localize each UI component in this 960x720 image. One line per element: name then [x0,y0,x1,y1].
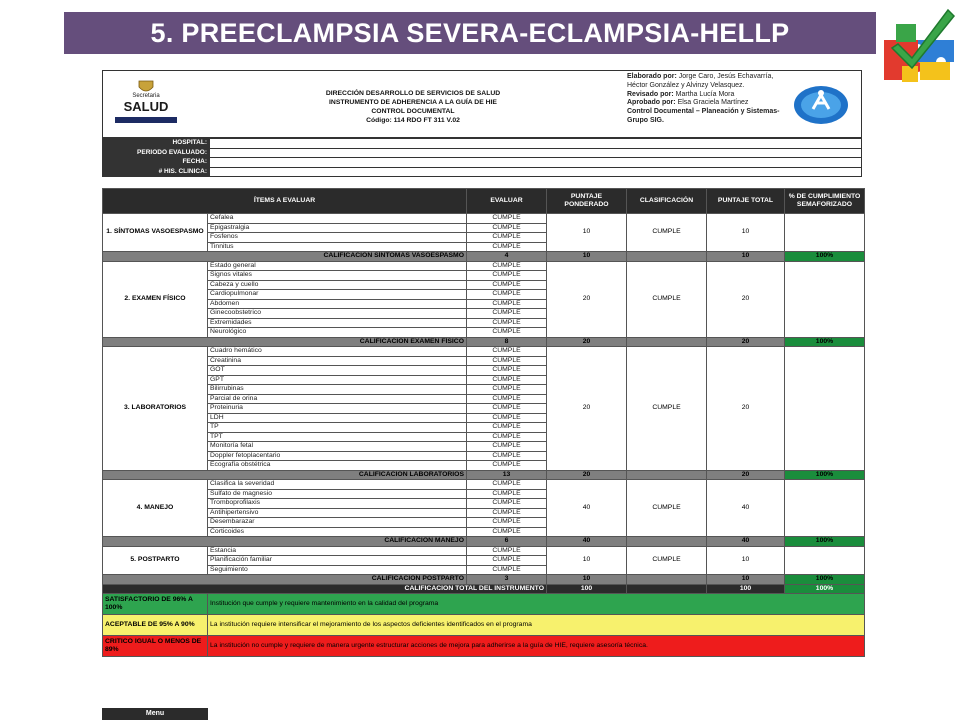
evaluar-select[interactable]: CUMPLE [467,318,547,328]
info-fields-table [102,138,862,177]
evaluar-select[interactable]: CUMPLE [467,242,547,252]
item-label: GPT [208,375,467,385]
cal-label: CALIFICACIÓN LABORATORIOS [103,470,467,480]
elaborado-label: Elaborado por: [627,73,677,80]
evaluar-select[interactable]: CUMPLE [467,489,547,499]
evaluar-select[interactable]: CUMPLE [467,423,547,433]
section-clasificacion: CUMPLE [627,480,707,537]
cal-total: 20 [707,337,785,347]
item-label: Cefalea [208,214,467,224]
cal-evaluar: 3 [467,575,547,585]
cal-label: CALIFICACIÓN MANEJO [103,537,467,547]
item-label: Neurológico [208,328,467,338]
item-label: TP [208,423,467,433]
section-clasificacion: CUMPLE [627,546,707,575]
legend-level: CRITICO IGUAL O MENOS DE 89% [103,636,208,657]
evaluar-select[interactable]: CUMPLE [467,366,547,376]
section-pct-empty [785,214,865,252]
cal-evaluar: 6 [467,537,547,547]
logo-salud-text: SALUD [123,99,169,114]
calificacion-row [103,537,865,547]
cal-total: 40 [707,537,785,547]
cal-label: CALIFICACIÓN POSTPARTO [103,575,467,585]
section-clasificacion: CUMPLE [627,261,707,337]
evaluar-select[interactable]: CUMPLE [467,451,547,461]
total-label: CALIFICACIÓN TOTAL DEL INSTRUMENTO [103,584,547,594]
hospital-logo-icon [791,83,851,127]
legend-desc: Institución que cumple y requiere mantenimiento en la calidad del programa [208,594,865,615]
legend-row-aceptable [103,615,865,636]
section-total: 20 [707,261,785,337]
section-total: 10 [707,546,785,575]
section-clasificacion: CUMPLE [627,347,707,471]
legend-row-critico [103,636,865,657]
item-label: Estancia [208,546,467,556]
calificacion-row [103,337,865,347]
calificacion-row [103,252,865,262]
evaluar-select[interactable]: CUMPLE [467,356,547,366]
cal-ponderado: 10 [547,575,627,585]
cal-pct: 100% [785,252,865,262]
cal-clasificacion [627,252,707,262]
secretaria-salud-logo [107,77,185,131]
aprobado-label: Aprobado por: [627,99,676,107]
table-row [103,347,865,357]
hospital-label: HOSPITAL: [103,139,210,149]
evaluar-select[interactable]: CUMPLE [467,508,547,518]
legend-desc: La institución requiere intensificar el mejoramiento de los aspectos deficientes identificados en el programa [208,615,865,636]
item-label: Ecografía obstétrica [208,461,467,471]
section-clasificacion: CUMPLE [627,214,707,252]
menu-button[interactable]: Menu [102,708,208,720]
periodo-label: PERIODO EVALUADO: [103,148,210,158]
evaluar-select[interactable]: CUMPLE [467,480,547,490]
section-name: 1. SÍNTOMAS VASOESPASMO [103,214,208,252]
header-title-line: CONTROL DOCUMENTAL [371,108,455,115]
item-label: GOT [208,366,467,376]
evaluar-select[interactable]: CUMPLE [467,556,547,566]
cal-clasificacion [627,337,707,347]
calificacion-row [103,470,865,480]
item-label: Bilirrubinas [208,385,467,395]
evaluar-select[interactable]: CUMPLE [467,375,547,385]
evaluar-select[interactable]: CUMPLE [467,546,547,556]
section-pct-empty [785,261,865,337]
fecha-field[interactable] [210,158,862,168]
section-name: 5. POSTPARTO [103,546,208,575]
item-label: Parcial de orina [208,394,467,404]
item-label: Monitoría fetal [208,442,467,452]
evaluar-select[interactable]: CUMPLE [467,394,547,404]
item-label: LDH [208,413,467,423]
header-title-line: DIRECCIÓN DESARROLLO DE SERVICIOS DE SALUD [325,90,501,97]
evaluar-select[interactable]: CUMPLE [467,280,547,290]
cal-evaluar: 13 [467,470,547,480]
evaluar-select[interactable]: CUMPLE [467,385,547,395]
cal-clasificacion [627,470,707,480]
puzzle-checkmark-icon [878,4,960,84]
item-label: Tromboprofilaxis [208,499,467,509]
item-label: Doppler fetoplacentario [208,451,467,461]
section-ponderado: 20 [547,261,627,337]
item-label: Epigastralgia [208,223,467,233]
document-header [102,70,862,138]
col-cumplimiento: % DE CUMPLIMIENTO SEMAFORIZADO [785,189,865,214]
col-clasificacion: CLASIFICACIÓN [627,189,707,214]
col-items: ÍTEMS A EVALUAR [103,189,467,214]
cal-pct: 100% [785,337,865,347]
evaluar-select[interactable]: CUMPLE [467,461,547,471]
item-label: Signos vitales [208,271,467,281]
section-ponderado: 10 [547,546,627,575]
col-ponderado: PUNTAJE PONDERADO [547,189,627,214]
section-name: 4. MANEJO [103,480,208,537]
cal-label: CALIFICACIÓN SÍNTOMAS VASOESPASMO [103,252,467,262]
item-label: Tinnitus [208,242,467,252]
section-name: 3. LABORATORIOS [103,347,208,471]
section-total: 40 [707,480,785,537]
col-evaluar: EVALUAR [467,189,547,214]
cal-evaluar: 4 [467,252,547,262]
cal-pct: 100% [785,575,865,585]
cal-pct: 100% [785,537,865,547]
evaluar-select[interactable]: CUMPLE [467,223,547,233]
header-title-line: Código: 114 RDO FT 311 V.02 [366,117,460,124]
page-title-banner [64,12,876,54]
evaluar-select[interactable]: CUMPLE [467,233,547,243]
item-label: Seguimiento [208,565,467,575]
item-label: Creatinina [208,356,467,366]
legend-row-satisfactorio [103,594,865,615]
table-row [103,214,865,224]
item-label: Sulfato de magnesio [208,489,467,499]
historia-clinica-field[interactable] [210,167,862,177]
cal-total: 10 [707,575,785,585]
evaluar-select[interactable]: CUMPLE [467,309,547,319]
item-label: Fosfenos [208,233,467,243]
table-row [103,480,865,490]
cal-total: 20 [707,470,785,480]
evaluar-select[interactable]: CUMPLE [467,261,547,271]
table-header-row [103,189,865,214]
evaluar-select[interactable]: CUMPLE [467,328,547,338]
total-clasificacion [627,584,707,594]
legend-level: ACEPTABLE DE 95% A 90% [103,615,208,636]
item-label: Planificación familiar [208,556,467,566]
evaluar-select[interactable]: CUMPLE [467,432,547,442]
evaluar-select[interactable]: CUMPLE [467,565,547,575]
total-ponderado: 100 [547,584,627,594]
cal-pct: 100% [785,470,865,480]
section-pct-empty [785,546,865,575]
evaluation-table [102,188,865,657]
historia-clinica-label: # HIS. CLINICA: [103,167,210,177]
section-pct-empty [785,480,865,537]
item-label: Estado general [208,261,467,271]
section-total: 20 [707,347,785,471]
evaluar-select[interactable]: CUMPLE [467,214,547,224]
section-ponderado: 40 [547,480,627,537]
col-total: PUNTAJE TOTAL [707,189,785,214]
item-label: Clasifica la severidad [208,480,467,490]
section-name: 2. EXAMEN FÍSICO [103,261,208,337]
cal-ponderado: 10 [547,252,627,262]
evaluar-select[interactable]: CUMPLE [467,442,547,452]
item-label: Cabeza y cuello [208,280,467,290]
item-label: Ginecoobstetrico [208,309,467,319]
cal-ponderado: 20 [547,337,627,347]
item-label: Extremidades [208,318,467,328]
evaluar-select[interactable]: CUMPLE [467,499,547,509]
evaluar-select[interactable]: CUMPLE [467,271,547,281]
item-label: Proteinuria [208,404,467,414]
item-label: Cardiopulmonar [208,290,467,300]
header-title-line: INSTRUMENTO DE ADHERENCIA A LA GUÍA DE HIE [329,99,497,106]
cal-evaluar: 8 [467,337,547,347]
periodo-field[interactable] [210,148,862,158]
section-ponderado: 10 [547,214,627,252]
total-total: 100 [707,584,785,594]
evaluar-select[interactable]: CUMPLE [467,290,547,300]
item-label: Abdomen [208,299,467,309]
cal-clasificacion [627,537,707,547]
header-title [303,89,523,125]
header-authors [627,73,789,126]
evaluar-select[interactable]: CUMPLE [467,527,547,537]
legend-level: SATISFACTORIO DE 96% A 100% [103,594,208,615]
item-label: Cuadro hemático [208,347,467,357]
evaluar-select[interactable]: CUMPLE [467,404,547,414]
evaluar-select[interactable]: CUMPLE [467,299,547,309]
total-row [103,584,865,594]
revisado-value: Martha Lucía Mora [675,90,735,98]
seal-icon [137,79,155,93]
cal-ponderado: 40 [547,537,627,547]
page-title: 5. PREECLAMPSIA SEVERA-ECLAMPSIA-HELLP [150,17,790,48]
item-label: TPT [208,432,467,442]
elaborado-value: Jorge Caro, Jesús Echavarría, Héctor González y Alvinzy Velasquez. [627,73,774,89]
evaluar-select[interactable]: CUMPLE [467,347,547,357]
table-row [103,261,865,271]
cal-total: 10 [707,252,785,262]
total-pct: 100% [785,584,865,594]
cal-label: CALIFICACIÓN EXAMEN FÍSICO [103,337,467,347]
control-label: Control Documental – Planeación y Sistemas-Grupo SIG. [627,108,780,124]
cal-ponderado: 20 [547,470,627,480]
section-pct-empty [785,347,865,471]
item-label: Corticoides [208,527,467,537]
aprobado-value: Elsa Graciela Martínez [677,99,749,107]
logo-strip [115,117,177,123]
cal-clasificacion [627,575,707,585]
hospital-field[interactable] [210,139,862,149]
section-total: 10 [707,214,785,252]
section-ponderado: 20 [547,347,627,471]
legend-desc: La institución no cumple y requiere de manera urgente estructurar acciones de mejora para adherirse a la guía de HIE, requiere asesoría técnica. [208,636,865,657]
item-label: Desembarazar [208,518,467,528]
logo-secretaria-text: Secretaria [132,93,160,99]
evaluar-select[interactable]: CUMPLE [467,518,547,528]
table-row [103,546,865,556]
item-label: Antihipertensivo [208,508,467,518]
fecha-label: FECHA: [103,158,210,168]
calificacion-row [103,575,865,585]
evaluar-select[interactable]: CUMPLE [467,413,547,423]
revisado-label: Revisado por: [627,90,674,98]
